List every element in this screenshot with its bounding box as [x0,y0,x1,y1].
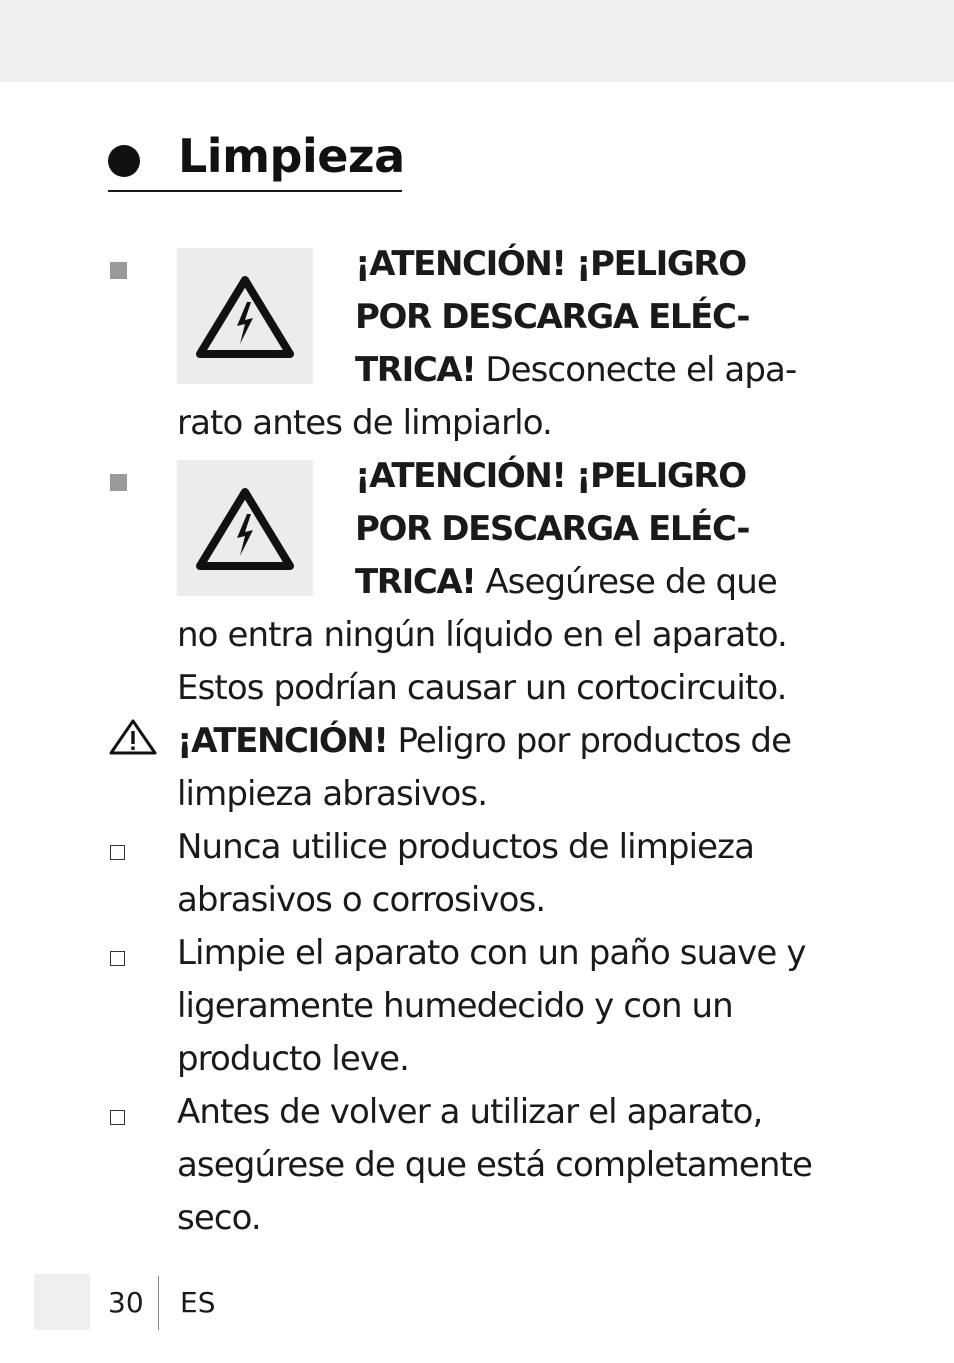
warning-2-bold-tail: TRICA! [355,562,476,602]
section-title: Limpieza [178,129,405,183]
high-voltage-icon [195,486,295,572]
warning-1-bold-tail: TRICA! [355,350,476,390]
section-heading [108,128,405,192]
warning-1-text: Desconecte el apa- [475,350,797,390]
checkbox-bullet-icon [110,845,125,860]
step-3-line-2: asegúrese de que está completamente [177,1145,813,1185]
high-voltage-icon [195,274,295,360]
footer-divider [158,1276,159,1330]
checkbox-bullet-icon [110,1110,125,1125]
warning-2-line-3 [355,556,777,609]
square-bullet-icon [110,474,127,491]
heading-bullet-icon [108,145,140,177]
electric-shock-warning-icon [177,460,313,596]
footer-marker [34,1274,90,1330]
page-number: 30 [108,1286,144,1319]
warning-2-line-2: POR DESCARGA ELÉC- [355,509,750,549]
step-2-line-2: ligeramente humedecido y con un [177,986,733,1026]
warning-1-continuation: rato antes de limpiarlo. [177,403,552,443]
step-1-line-2: abrasivos o corrosivos. [177,880,546,920]
warning-1-line-1: ¡ATENCIÓN! ¡PELIGRO [355,244,746,284]
header-band [0,0,954,82]
step-2-line-1: Limpie el aparato con un paño suave y [177,933,806,973]
warning-2-continuation-1: no entra ningún líquido en el aparato. [177,615,787,655]
caution-bold: ¡ATENCIÓN! [177,721,388,761]
checkbox-bullet-icon [110,951,125,966]
step-1-line-1: Nunca utilice productos de limpieza [177,827,755,867]
square-bullet-icon [110,262,127,279]
warning-2-line-1: ¡ATENCIÓN! ¡PELIGRO [355,456,746,496]
caution-line-1 [177,715,791,768]
step-3-line-1: Antes de volver a utilizar el aparato, [177,1092,763,1132]
electric-shock-warning-icon [177,248,313,384]
caution-text: Peligro por productos de [387,721,792,761]
caution-line-2: limpieza abrasivos. [177,774,488,814]
step-3-line-3: seco. [177,1198,261,1238]
language-code: ES [180,1286,216,1319]
warning-1-line-3 [355,344,796,397]
warning-2-text: Asegúrese de que [475,562,777,602]
step-2-line-3: producto leve. [177,1039,409,1079]
warning-1-line-2: POR DESCARGA ELÉC- [355,297,750,337]
warning-2-continuation-2: Estos podrían causar un cortocircuito. [177,668,787,708]
caution-triangle-icon [109,719,157,755]
